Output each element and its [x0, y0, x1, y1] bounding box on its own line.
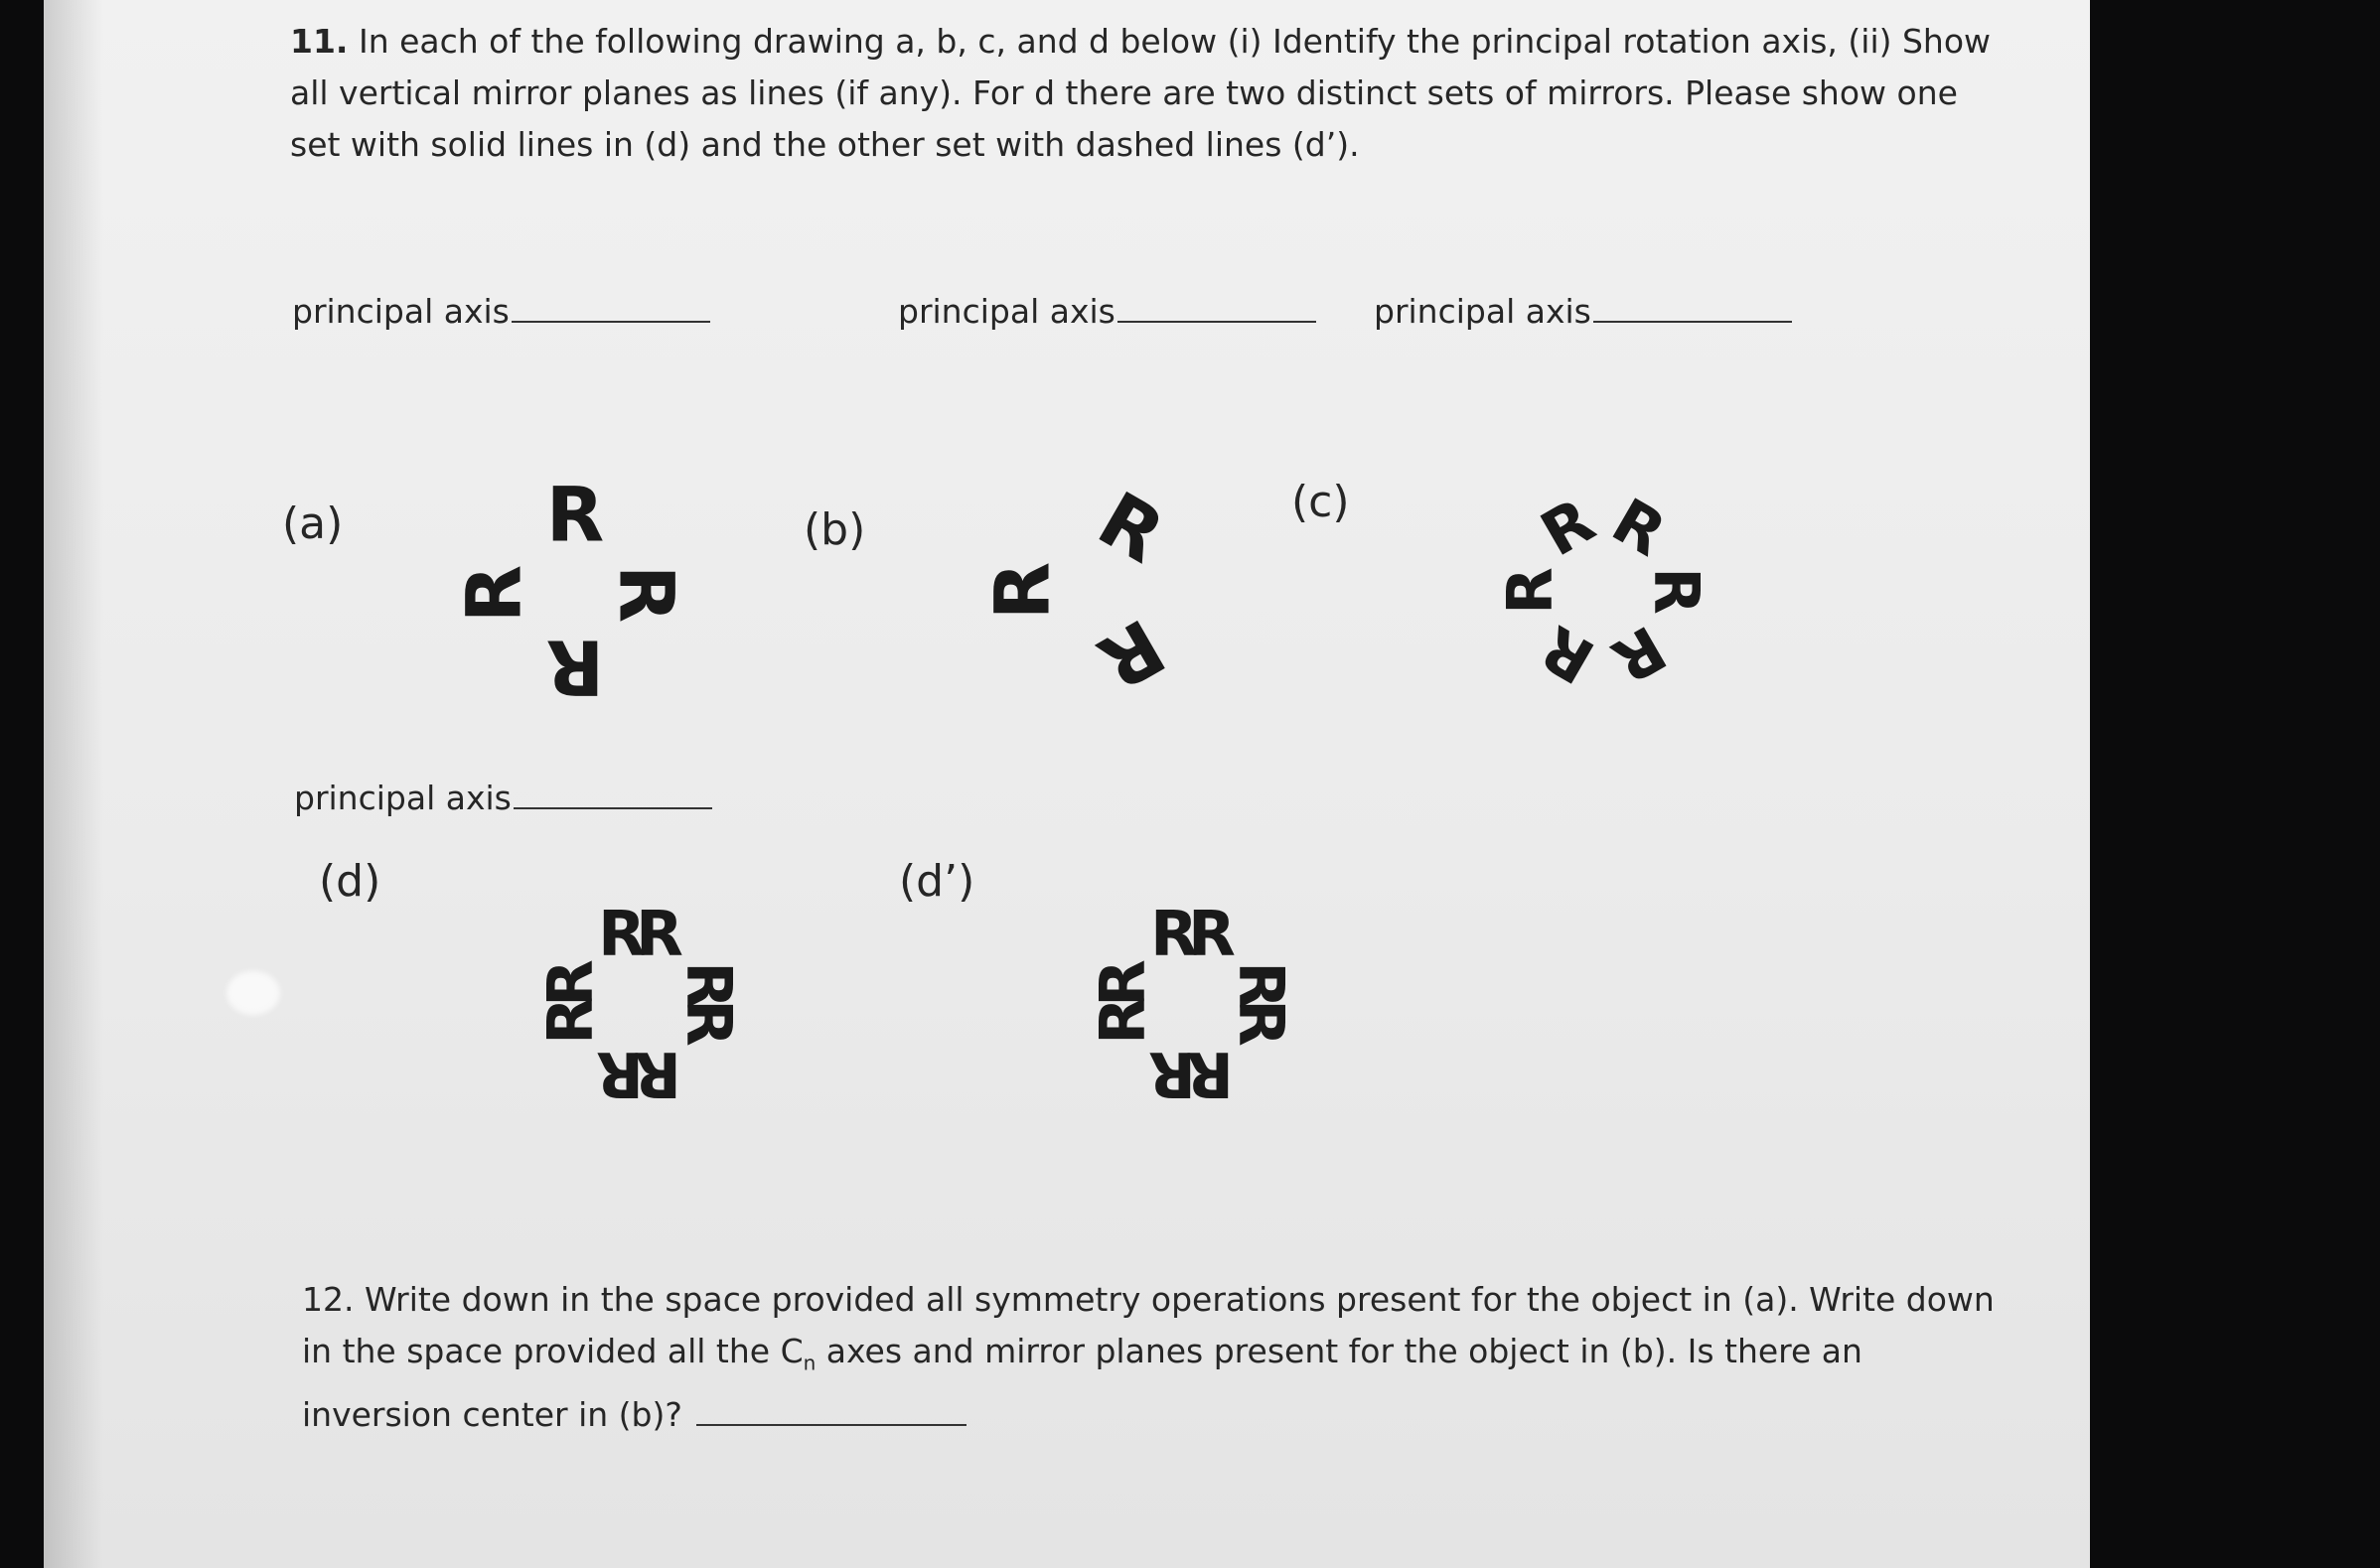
principal-axis-a: [292, 292, 710, 331]
question-12: [302, 1274, 1995, 1441]
question-12-line-3: [302, 1389, 1995, 1441]
principal-axis-b: [898, 292, 1316, 331]
question-11-number: 11.: [290, 22, 349, 61]
r-glyph: R: [1150, 897, 1198, 970]
question-12-text-2a: in the space provided all the C: [302, 1332, 804, 1370]
principal-axis-label: principal axis: [292, 292, 510, 331]
document-page: [44, 0, 2090, 1568]
r-glyph: R: [1529, 484, 1606, 571]
r-glyph: R: [1148, 1038, 1196, 1111]
figure-c: [1454, 457, 1752, 725]
question-12-text-3: inversion center in (b)?: [302, 1394, 682, 1434]
r-glyph: R: [1493, 567, 1566, 615]
figure-label-b: (b): [804, 504, 866, 555]
r-glyph: R: [636, 897, 683, 970]
r-glyph: R: [602, 564, 691, 624]
r-glyph: R: [1225, 999, 1298, 1047]
question-11-line-2: all vertical mirror planes as lines (if any). For d there are two distinct sets of mirrors. Please show one: [290, 73, 1958, 112]
r-glyph: R: [977, 561, 1067, 621]
r-glyph: R: [545, 623, 605, 712]
r-glyph: R: [1225, 961, 1298, 1009]
figure-a: [421, 447, 739, 745]
question-11-text-1: In each of the following drawing a, b, c, and d below (i) Identify the principal rotation axis, (ii) Show: [358, 22, 1992, 61]
question-12-number: 12.: [302, 1280, 355, 1319]
principal-axis-label: principal axis: [898, 292, 1116, 331]
question-12-text-1: Write down in the space provided all symmetry operations present for the object in (a). Write down: [364, 1280, 1995, 1319]
r-glyph: R: [1186, 1038, 1234, 1111]
answer-blank-a[interactable]: [512, 295, 710, 323]
question-12-text-2b: axes and mirror planes present for the object in (b). Is there an: [816, 1332, 1862, 1370]
figure-d: [491, 864, 789, 1132]
inversion-answer-blank[interactable]: [696, 1398, 967, 1426]
r-glyph: R: [596, 1038, 644, 1111]
r-glyph: R: [1640, 567, 1713, 615]
r-glyph: R: [533, 997, 607, 1045]
figure-label-c: (c): [1291, 477, 1350, 527]
r-glyph: R: [533, 959, 607, 1007]
r-glyph: R: [1086, 997, 1159, 1045]
question-11-line-3: set with solid lines in (d) and the other set with dashed lines (d’).: [290, 125, 1360, 164]
r-glyph: R: [634, 1038, 681, 1111]
r-glyph: R: [1086, 959, 1159, 1007]
figure-label-a: (a): [282, 499, 344, 549]
r-glyph: R: [545, 470, 605, 559]
figure-label-d-prime: (d’): [899, 856, 975, 907]
glare-smudge: [226, 971, 280, 1015]
principal-axis-d: [294, 779, 712, 817]
answer-blank-d[interactable]: [514, 782, 712, 809]
r-glyph: R: [1600, 484, 1678, 571]
r-glyph: R: [1600, 611, 1678, 698]
principal-axis-label: principal axis: [1374, 292, 1591, 331]
r-glyph: R: [1084, 474, 1179, 581]
principal-axis-c: [1374, 292, 1792, 331]
answer-blank-c[interactable]: [1593, 295, 1792, 323]
figure-b: [958, 457, 1236, 725]
question-12-line-1: [302, 1274, 1995, 1326]
answer-blank-b[interactable]: [1117, 295, 1316, 323]
subscript-n: n: [803, 1351, 817, 1375]
principal-axis-label: principal axis: [294, 779, 512, 817]
question-11-line-1: [290, 16, 1991, 68]
figure-label-d: (d): [319, 856, 381, 907]
question-11: [290, 16, 1991, 171]
figure-d-prime: [1043, 864, 1341, 1132]
r-glyph: R: [449, 564, 538, 624]
r-glyph: R: [672, 961, 746, 1009]
r-glyph: R: [1084, 601, 1179, 708]
r-glyph: R: [1188, 897, 1236, 970]
r-glyph: R: [598, 897, 646, 970]
r-glyph: R: [672, 999, 746, 1047]
r-glyph: R: [1529, 611, 1606, 698]
question-12-line-2: [302, 1326, 1995, 1389]
